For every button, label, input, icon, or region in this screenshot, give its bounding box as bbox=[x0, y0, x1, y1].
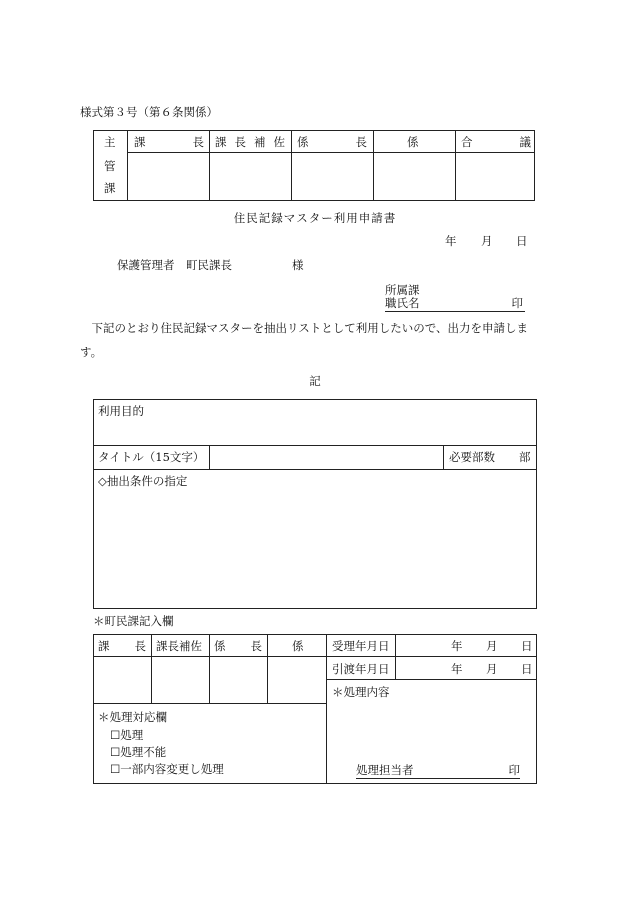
applicant-name-line bbox=[385, 298, 525, 312]
delivered-year: 年 bbox=[451, 662, 463, 676]
staff-seal: 印 bbox=[508, 763, 520, 777]
approval-side-label-2: 管 bbox=[104, 159, 116, 173]
approval-col-kakaricho: 係 長 bbox=[297, 135, 367, 149]
staff-line bbox=[356, 765, 520, 779]
received-year: 年 bbox=[451, 639, 463, 653]
office-col-kacho-hosa: 課長補佐 bbox=[156, 639, 202, 653]
option-cannot-process[interactable]: ☐処理不能 bbox=[110, 745, 167, 759]
purpose-label: 利用目的 bbox=[98, 404, 144, 418]
approval-col-gougi: 合 議 bbox=[461, 135, 531, 149]
form-id: 様式第３号（第６条関係） bbox=[80, 105, 218, 119]
handling-label: ＊処理対応欄 bbox=[98, 710, 167, 724]
received-month: 月 bbox=[486, 639, 498, 653]
copies-unit: 部 bbox=[519, 450, 531, 464]
body-text-line-2: す。 bbox=[80, 345, 103, 359]
details-label: ＊処理内容 bbox=[332, 685, 390, 699]
body-text-line-1: 下記のとおり住民記録マスターを抽出リストとして利用したいので、出力を申請しま bbox=[80, 321, 529, 335]
addressee-honorific: 様 bbox=[292, 258, 304, 272]
office-col-kacho: 課 長 bbox=[98, 639, 146, 653]
approval-col-kacho: 課 長 bbox=[134, 135, 204, 149]
approval-side-label-1: 主 bbox=[104, 135, 116, 149]
date-day-label: 日 bbox=[516, 234, 528, 248]
option-partial-change[interactable]: ☐一部内容変更し処理 bbox=[110, 762, 224, 776]
title-field-label: タイトル（15文字） bbox=[98, 450, 205, 464]
applicant-name-label: 職氏名 bbox=[385, 296, 420, 310]
applicant-dept-label: 所属課 bbox=[385, 283, 420, 297]
ki-label: 記 bbox=[309, 374, 321, 388]
document-title: 住民記録マスター利用申請書 bbox=[233, 211, 397, 225]
received-day: 日 bbox=[521, 639, 533, 653]
date-year-label: 年 bbox=[445, 234, 457, 248]
delivered-month: 月 bbox=[486, 662, 498, 676]
option-process[interactable]: ☐処理 bbox=[110, 728, 144, 742]
delivered-date-label: 引渡年月日 bbox=[332, 662, 390, 676]
staff-label: 処理担当者 bbox=[356, 763, 414, 777]
approval-col-kacho-hosa: 課 長 補 佐 bbox=[215, 135, 285, 149]
copies-label: 必要部数 bbox=[449, 450, 495, 464]
approval-side-label-3: 課 bbox=[104, 181, 116, 195]
date-month-label: 月 bbox=[481, 234, 493, 248]
conditions-label: ◇抽出条件の指定 bbox=[98, 474, 188, 488]
office-col-kakaricho: 係 長 bbox=[214, 639, 262, 653]
delivered-day: 日 bbox=[521, 662, 533, 676]
office-section-label: ＊町民課記入欄 bbox=[93, 614, 174, 628]
addressee-label: 保護管理者 町民課長 bbox=[117, 258, 232, 272]
approval-col-kakari: 係 bbox=[407, 135, 419, 149]
applicant-seal: 印 bbox=[511, 296, 523, 310]
received-date-label: 受理年月日 bbox=[332, 639, 390, 653]
office-col-kakari: 係 bbox=[292, 639, 304, 653]
